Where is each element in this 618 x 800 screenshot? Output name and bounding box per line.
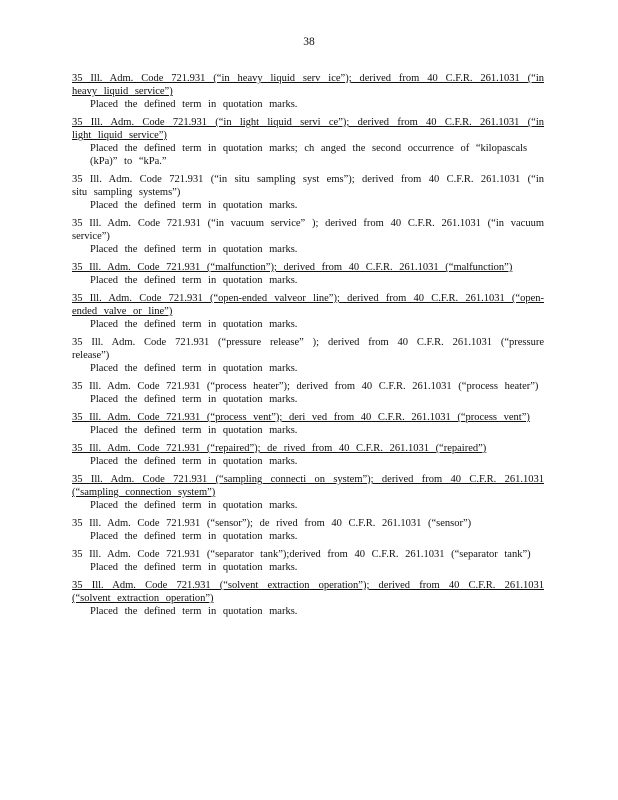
entry-citation: 35 Ill. Adm. Code 721.931 (“sampling connecti on system”); derived from 40 C.F.R. 261.1031 (“sampling connection system”) xyxy=(72,474,544,498)
entry-citation: 35 Ill. Adm. Code 721.931 (“sensor”); de rived from 40 C.F.R. 261.1031 (“sensor”) xyxy=(72,518,472,529)
entry-note: Placed the defined term in quotation marks. xyxy=(90,562,298,573)
list-item xyxy=(72,173,544,212)
entry-note: Placed the defined term in quotation marks. xyxy=(90,531,298,542)
entry-citation: 35 Ill. Adm. Code 721.931 (“malfunction”); derived from 40 C.F.R. 261.1031 (“malfunction”) xyxy=(72,262,513,273)
entry-note: Placed the defined term in quotation marks. xyxy=(90,363,298,374)
list-item xyxy=(72,336,544,375)
entry-note: Placed the defined term in quotation marks. xyxy=(90,606,298,617)
entry-note: Placed the defined term in quotation marks. xyxy=(90,319,298,330)
list-item xyxy=(72,217,544,256)
list-item xyxy=(72,517,544,543)
entry-citation: 35 Ill. Adm. Code 721.931 (“solvent extraction operation”); derived from 40 C.F.R. 261.1031 (“solvent extraction operation”) xyxy=(72,580,544,604)
entry-note: Placed the defined term in quotation marks. xyxy=(90,500,298,511)
entry-citation: 35 Ill. Adm. Code 721.931 (“in light liquid servi ce”); derived from 40 C.F.R. 261.1031 (“in light liquid service”) xyxy=(72,117,544,141)
entry-note: Placed the defined term in quotation marks. xyxy=(90,200,298,211)
entry-note: Placed the defined term in quotation marks. xyxy=(90,244,298,255)
entry-citation: 35 Ill. Adm. Code 721.931 (“in situ sampling syst ems”); derived from 40 C.F.R. 261.1031 (“in situ sampling systems”) xyxy=(72,174,544,198)
entry-note: Placed the defined term in quotation marks. xyxy=(90,99,298,110)
entry-citation: 35 Ill. Adm. Code 721.931 (“pressure release” ); derived from 40 C.F.R. 261.1031 (“pressure release”) xyxy=(72,337,544,361)
list-item xyxy=(72,411,544,437)
list-item xyxy=(72,116,544,168)
list-item xyxy=(72,442,544,468)
list-item xyxy=(72,292,544,331)
list-item xyxy=(72,72,544,111)
list-item xyxy=(72,579,544,618)
list-item xyxy=(72,380,544,406)
entry-citation: 35 Ill. Adm. Code 721.931 (“process heater”); derived from 40 C.F.R. 261.1031 (“process heater”) xyxy=(72,381,539,392)
entry-citation: 35 Ill. Adm. Code 721.931 (“separator tank”);derived from 40 C.F.R. 261.1031 (“separator tank”) xyxy=(72,549,531,560)
entry-note: Placed the defined term in quotation marks; ch anged the second occurrence of “kilopascals (kPa)” to “kPa.” xyxy=(90,143,528,167)
amendment-list xyxy=(72,72,544,623)
list-item xyxy=(72,548,544,574)
entry-note: Placed the defined term in quotation marks. xyxy=(90,456,298,467)
entry-note: Placed the defined term in quotation marks. xyxy=(90,425,298,436)
entry-note: Placed the defined term in quotation marks. xyxy=(90,275,298,286)
list-item xyxy=(72,261,544,287)
entry-citation: 35 Ill. Adm. Code 721.931 (“process vent”); deri ved from 40 C.F.R. 261.1031 (“process vent”) xyxy=(72,412,530,423)
entry-citation: 35 Ill. Adm. Code 721.931 (“open-ended valveor line”); derived from 40 C.F.R. 261.1031 (“open-ended valve or line”) xyxy=(72,293,544,317)
page-number: 38 xyxy=(303,36,315,48)
entry-note: Placed the defined term in quotation marks. xyxy=(90,394,298,405)
entry-citation: 35 Ill. Adm. Code 721.931 (“in vacuum service” ); derived from 40 C.F.R. 261.1031 (“in vacuum service”) xyxy=(72,218,544,242)
entry-citation: 35 Ill. Adm. Code 721.931 (“repaired”); de rived from 40 C.F.R. 261.1031 (“repaired”) xyxy=(72,443,487,454)
list-item xyxy=(72,473,544,512)
entry-citation: 35 Ill. Adm. Code 721.931 (“in heavy liquid serv ice”); derived from 40 C.F.R. 261.1031 (“in heavy liquid service”) xyxy=(72,73,544,97)
